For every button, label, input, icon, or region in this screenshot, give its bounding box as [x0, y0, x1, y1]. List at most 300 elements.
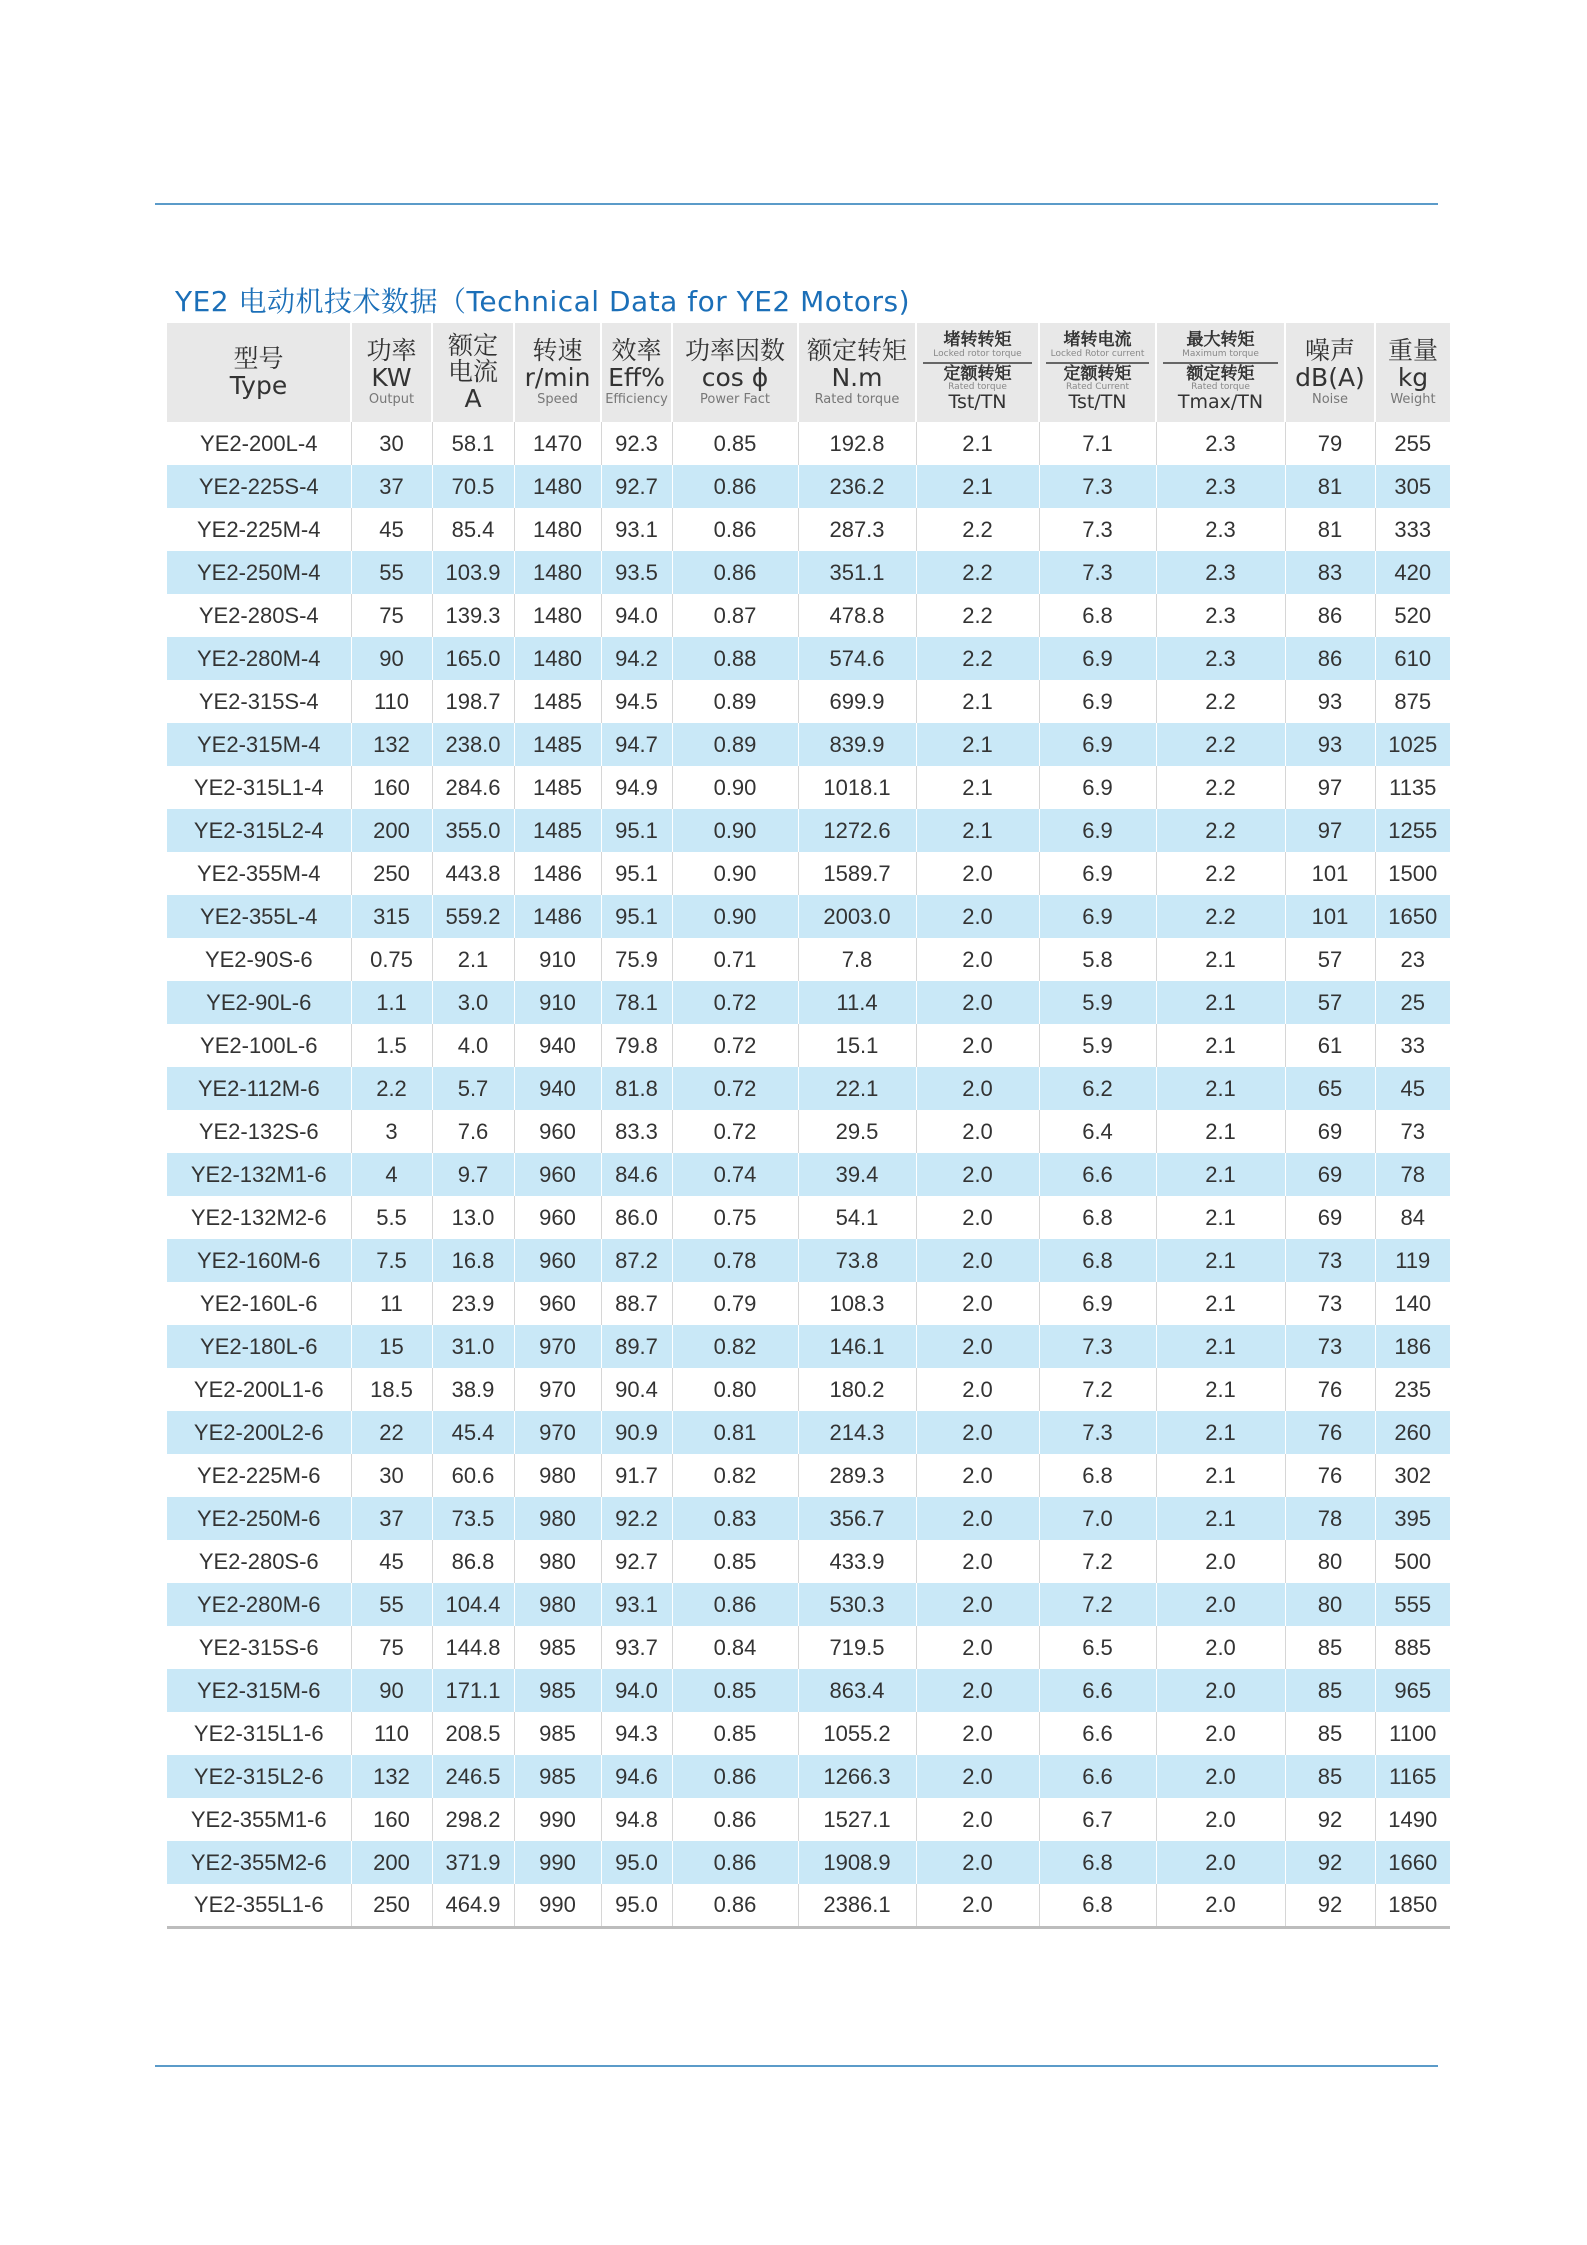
table-row: [167, 895, 1450, 938]
cell-model: YE2-132M2-6: [190, 1204, 327, 1230]
table-cell: 0.86: [672, 551, 798, 594]
table-cell: 65: [1285, 1067, 1375, 1110]
table-cell: 940: [514, 1024, 601, 1067]
table-cell: 13.0: [432, 1196, 514, 1239]
table-cell: 2.0: [916, 1583, 1039, 1626]
table-cell: 970: [514, 1325, 601, 1368]
table-cell: 23.9: [432, 1282, 514, 1325]
table-row: [167, 1669, 1450, 1712]
table-cell: 6.8: [1039, 1841, 1156, 1884]
table-cell: 15.1: [798, 1024, 916, 1067]
table-cell: 1135: [1375, 766, 1450, 809]
table-cell: 2.1: [1156, 1024, 1285, 1067]
cell-model: YE2-355M2-6: [190, 1849, 327, 1875]
table-cell: 0.86: [672, 465, 798, 508]
table-cell: 980: [514, 1454, 601, 1497]
table-cell: 93.7: [601, 1626, 672, 1669]
table-cell: 1.5: [351, 1024, 432, 1067]
table-cell: 2.0: [916, 1282, 1039, 1325]
table-cell: 45: [351, 508, 432, 551]
cell-model: YE2-315M-4: [196, 731, 321, 757]
table-row: [167, 723, 1450, 766]
cell-model: YE2-225M-6: [196, 1462, 321, 1488]
table-cell: 985: [514, 1626, 601, 1669]
table-cell: 0.86: [672, 1583, 798, 1626]
table-cell: 93: [1285, 723, 1375, 766]
table-cell: 250: [351, 1884, 432, 1927]
table-cell: 81: [1285, 465, 1375, 508]
table-cell: 110: [351, 680, 432, 723]
table-row: [167, 1841, 1450, 1884]
table-cell: 2.0: [916, 1497, 1039, 1540]
table-cell: 1470: [514, 422, 601, 465]
table-cell: 351.1: [798, 551, 916, 594]
table-cell: 1660: [1375, 1841, 1450, 1884]
table-cell: 990: [514, 1841, 601, 1884]
table-cell: 875: [1375, 680, 1450, 723]
table-cell: 0.72: [672, 1110, 798, 1153]
table-cell: 6.5: [1039, 1626, 1156, 1669]
cell-model: YE2-355M-4: [196, 860, 321, 886]
table-row: [167, 981, 1450, 1024]
header-type: 型号 Type: [229, 344, 288, 400]
header-speed: 转速 r/min Speed: [514, 323, 601, 422]
table-cell: 69: [1285, 1110, 1375, 1153]
table-row: [167, 465, 1450, 508]
table-cell: 839.9: [798, 723, 916, 766]
table-cell: 1480: [514, 508, 601, 551]
table-cell: 86.8: [432, 1540, 514, 1583]
table-cell: 73: [1285, 1325, 1375, 1368]
table-cell: 2.0: [916, 1239, 1039, 1282]
table-cell: 0.71: [672, 938, 798, 981]
table-cell: 2.0: [1156, 1884, 1285, 1927]
table-cell: 180.2: [798, 1368, 916, 1411]
cell-model: YE2-315L1-6: [193, 1720, 324, 1746]
cell-model: YE2-225S-4: [198, 473, 319, 499]
table-cell: 25: [1375, 981, 1450, 1024]
table-cell: 76: [1285, 1411, 1375, 1454]
table-cell: 6.8: [1039, 1239, 1156, 1282]
table-cell: 1025: [1375, 723, 1450, 766]
table-cell: 0.90: [672, 852, 798, 895]
table-cell: 101: [1285, 895, 1375, 938]
cell-model: YE2-200L-4: [200, 430, 318, 456]
table-cell: 960: [514, 1110, 601, 1153]
table-row: [167, 422, 1450, 465]
table-cell: 980: [514, 1583, 601, 1626]
header-locked-current: 堵转电流 Locked Rotor current 定额转矩 Rated Current Tst/TN: [1039, 323, 1156, 422]
table-cell: 985: [514, 1755, 601, 1798]
table-cell: 2.0: [916, 895, 1039, 938]
table-cell: 0.78: [672, 1239, 798, 1282]
table-cell: 0.86: [672, 508, 798, 551]
header-efficiency: 效率 Eff% Efficiency: [601, 323, 672, 422]
table-cell: 970: [514, 1411, 601, 1454]
table-cell: 2.2: [1156, 766, 1285, 809]
table-cell: 90.4: [601, 1368, 672, 1411]
table-cell: 2.0: [916, 938, 1039, 981]
table-cell: 55: [351, 551, 432, 594]
table-row: [167, 1067, 1450, 1110]
table-cell: 31.0: [432, 1325, 514, 1368]
table-cell: 985: [514, 1669, 601, 1712]
table-cell: 2.1: [1156, 1153, 1285, 1196]
table-cell: 7.6: [432, 1110, 514, 1153]
table-cell: 2.1: [1156, 1282, 1285, 1325]
table-cell: 39.4: [798, 1153, 916, 1196]
table-cell: 2.1: [916, 422, 1039, 465]
table-cell: 1486: [514, 852, 601, 895]
table-row: [167, 1325, 1450, 1368]
table-cell: 1850: [1375, 1884, 1450, 1927]
table-row: [167, 1239, 1450, 1282]
table-cell: 37: [351, 465, 432, 508]
header-torque: 额定转矩 N.m Rated torque: [798, 323, 916, 422]
table-cell: 85: [1285, 1755, 1375, 1798]
table-cell: 0.72: [672, 1067, 798, 1110]
cell-model: YE2-315S-6: [198, 1634, 319, 1660]
table-cell: 0.89: [672, 680, 798, 723]
table-cell: 55: [351, 1583, 432, 1626]
table-cell: 119: [1375, 1239, 1450, 1282]
table-cell: 95.0: [601, 1884, 672, 1927]
table-cell: 6.4: [1039, 1110, 1156, 1153]
table-cell: 7.3: [1039, 465, 1156, 508]
table-cell: 95.1: [601, 895, 672, 938]
table-cell: 0.85: [672, 1540, 798, 1583]
table-cell: 94.2: [601, 637, 672, 680]
table-cell: 1480: [514, 594, 601, 637]
table-cell: 7.0: [1039, 1497, 1156, 1540]
table-cell: 94.0: [601, 1669, 672, 1712]
table-cell: 2.0: [916, 1841, 1039, 1884]
table-cell: 1.1: [351, 981, 432, 1024]
table-cell: 94.8: [601, 1798, 672, 1841]
table-cell: 6.9: [1039, 895, 1156, 938]
header-noise: 噪声 dB(A) Noise: [1285, 323, 1375, 422]
table-cell: 97: [1285, 766, 1375, 809]
table-cell: 1018.1: [798, 766, 916, 809]
table-cell: 0.86: [672, 1798, 798, 1841]
table-cell: 160: [351, 1798, 432, 1841]
table-cell: 69: [1285, 1153, 1375, 1196]
table-cell: 236.2: [798, 465, 916, 508]
table-cell: 2.1: [1156, 1368, 1285, 1411]
table-cell: 7.2: [1039, 1368, 1156, 1411]
table-cell: 6.9: [1039, 637, 1156, 680]
table-cell: 1272.6: [798, 809, 916, 852]
table-cell: 287.3: [798, 508, 916, 551]
header-tmax-tn: 最大转矩 Maximum torque 额定转矩 Rated torque Tmax/TN: [1156, 323, 1285, 422]
table-row: [167, 1884, 1450, 1927]
table-cell: 315: [351, 895, 432, 938]
table-cell: 144.8: [432, 1626, 514, 1669]
table-cell: 4.0: [432, 1024, 514, 1067]
table-cell: 610: [1375, 637, 1450, 680]
table-cell: 960: [514, 1282, 601, 1325]
table-cell: 146.1: [798, 1325, 916, 1368]
table-cell: 1486: [514, 895, 601, 938]
table-cell: 0.75: [672, 1196, 798, 1239]
table-cell: 90.9: [601, 1411, 672, 1454]
table-row: [167, 938, 1450, 981]
header-output: 功率 KW Output: [351, 323, 432, 422]
table-cell: 960: [514, 1239, 601, 1282]
table-cell: 0.83: [672, 1497, 798, 1540]
cell-model: YE2-90S-6: [204, 946, 313, 972]
table-cell: 108.3: [798, 1282, 916, 1325]
table-cell: 0.85: [672, 1712, 798, 1755]
table-cell: 165.0: [432, 637, 514, 680]
table-cell: 0.80: [672, 1368, 798, 1411]
table-cell: 2.1: [1156, 1239, 1285, 1282]
table-cell: 6.9: [1039, 680, 1156, 723]
table-cell: 2.2: [916, 594, 1039, 637]
table-cell: 6.8: [1039, 1884, 1156, 1927]
table-cell: 2.0: [916, 1798, 1039, 1841]
cell-model: YE2-160M-6: [196, 1247, 321, 1273]
table-cell: 2386.1: [798, 1884, 916, 1927]
table-cell: 95.1: [601, 809, 672, 852]
table-cell: 6.9: [1039, 723, 1156, 766]
table-row: [167, 1196, 1450, 1239]
table-cell: 85.4: [432, 508, 514, 551]
table-cell: 2.0: [916, 1540, 1039, 1583]
table-cell: 2.0: [916, 1755, 1039, 1798]
table-cell: 192.8: [798, 422, 916, 465]
table-cell: 86.0: [601, 1196, 672, 1239]
table-cell: 302: [1375, 1454, 1450, 1497]
table-cell: 1480: [514, 551, 601, 594]
table-cell: 73: [1375, 1110, 1450, 1153]
table-cell: 2003.0: [798, 895, 916, 938]
cell-model: YE2-200L2-6: [193, 1419, 324, 1445]
table-cell: 2.1: [916, 465, 1039, 508]
table-cell: 2.0: [1156, 1798, 1285, 1841]
table-cell: 6.6: [1039, 1153, 1156, 1196]
table-cell: 78.1: [601, 981, 672, 1024]
table-cell: 73: [1285, 1239, 1375, 1282]
table-cell: 94.5: [601, 680, 672, 723]
table-cell: 2.1: [1156, 1411, 1285, 1454]
table-cell: 7.3: [1039, 508, 1156, 551]
table-cell: 2.2: [916, 551, 1039, 594]
table-cell: 103.9: [432, 551, 514, 594]
table-cell: 6.6: [1039, 1669, 1156, 1712]
table-cell: 1055.2: [798, 1712, 916, 1755]
table-cell: 6.7: [1039, 1798, 1156, 1841]
table-cell: 57: [1285, 981, 1375, 1024]
table-cell: 2.2: [1156, 723, 1285, 766]
table-cell: 238.0: [432, 723, 514, 766]
table-cell: 7.3: [1039, 1411, 1156, 1454]
cell-model: YE2-355M1-6: [190, 1806, 327, 1832]
bottom-divider: [155, 2065, 1438, 2067]
table-cell: 76: [1285, 1454, 1375, 1497]
table-cell: 89.7: [601, 1325, 672, 1368]
table-cell: 61: [1285, 1024, 1375, 1067]
table-cell: 6.8: [1039, 1454, 1156, 1497]
table-cell: 1908.9: [798, 1841, 916, 1884]
table-cell: 2.3: [1156, 465, 1285, 508]
table-cell: 0.86: [672, 1884, 798, 1927]
table-cell: 6.9: [1039, 1282, 1156, 1325]
table-cell: 45: [1375, 1067, 1450, 1110]
table-cell: 2.3: [1156, 637, 1285, 680]
table-cell: 699.9: [798, 680, 916, 723]
table-cell: 73: [1285, 1282, 1375, 1325]
table-cell: 1480: [514, 465, 601, 508]
table-cell: 298.2: [432, 1798, 514, 1841]
table-cell: 0.72: [672, 1024, 798, 1067]
table-cell: 1485: [514, 680, 601, 723]
page-title: YE2 电动机技术数据（Technical Data for YE2 Motors): [175, 285, 911, 318]
table-cell: 235: [1375, 1368, 1450, 1411]
table-cell: 356.7: [798, 1497, 916, 1540]
table-cell: 94.9: [601, 766, 672, 809]
table-cell: 95.1: [601, 852, 672, 895]
cell-model: YE2-315S-4: [198, 688, 319, 714]
table-cell: 0.84: [672, 1626, 798, 1669]
table-cell: 2.0: [916, 1884, 1039, 1927]
table-cell: 2.0: [916, 1411, 1039, 1454]
table-cell: 84: [1375, 1196, 1450, 1239]
table-cell: 6.6: [1039, 1712, 1156, 1755]
table-cell: 289.3: [798, 1454, 916, 1497]
table-cell: 910: [514, 981, 601, 1024]
table-cell: 7.3: [1039, 551, 1156, 594]
table-cell: 478.8: [798, 594, 916, 637]
table-cell: 2.1: [1156, 981, 1285, 1024]
table-cell: 92: [1285, 1841, 1375, 1884]
table-cell: 559.2: [432, 895, 514, 938]
table-cell: 0.86: [672, 1841, 798, 1884]
table-cell: 7.1: [1039, 422, 1156, 465]
header-tst-tn: 堵转转矩 Locked rotor torque 定额转矩 Rated torque Tst/TN: [916, 323, 1039, 422]
table-cell: 2.0: [1156, 1841, 1285, 1884]
table-cell: 7.2: [1039, 1540, 1156, 1583]
table-cell: 95.0: [601, 1841, 672, 1884]
table-cell: 0.88: [672, 637, 798, 680]
table-cell: 73.5: [432, 1497, 514, 1540]
table-cell: 110: [351, 1712, 432, 1755]
table-cell: 1485: [514, 766, 601, 809]
table-cell: 2.2: [1156, 852, 1285, 895]
table-cell: 75: [351, 594, 432, 637]
table-cell: 1480: [514, 637, 601, 680]
table-cell: 92.2: [601, 1497, 672, 1540]
table-cell: 0.79: [672, 1282, 798, 1325]
table-cell: 960: [514, 1196, 601, 1239]
table-row: [167, 508, 1450, 551]
table-cell: 2.1: [916, 723, 1039, 766]
table-cell: 7.3: [1039, 1325, 1156, 1368]
table-row: [167, 1497, 1450, 1540]
table-cell: 2.1: [1156, 1067, 1285, 1110]
table-cell: 980: [514, 1497, 601, 1540]
table-cell: 85: [1285, 1669, 1375, 1712]
table-cell: 1650: [1375, 895, 1450, 938]
table-cell: 2.0: [1156, 1712, 1285, 1755]
table-cell: 1500: [1375, 852, 1450, 895]
table-cell: 80: [1285, 1540, 1375, 1583]
table-cell: 23: [1375, 938, 1450, 981]
table-cell: 433.9: [798, 1540, 916, 1583]
table-cell: 92: [1285, 1884, 1375, 1927]
table-row: [167, 637, 1450, 680]
table-row: [167, 1540, 1450, 1583]
table-cell: 1255: [1375, 809, 1450, 852]
table-cell: 2.1: [1156, 1454, 1285, 1497]
table-cell: 33: [1375, 1024, 1450, 1067]
table-cell: 92: [1285, 1798, 1375, 1841]
table-cell: 284.6: [432, 766, 514, 809]
table-row: [167, 1110, 1450, 1153]
table-cell: 2.0: [1156, 1583, 1285, 1626]
table-row: [167, 1368, 1450, 1411]
table-row: [167, 809, 1450, 852]
table-cell: 530.3: [798, 1583, 916, 1626]
table-cell: 91.7: [601, 1454, 672, 1497]
table-cell: 2.1: [1156, 1110, 1285, 1153]
cell-model: YE2-280M-6: [196, 1591, 321, 1617]
cell-model: YE2-132M1-6: [190, 1161, 327, 1187]
table-row: [167, 766, 1450, 809]
table-cell: 93.5: [601, 551, 672, 594]
table-cell: 500: [1375, 1540, 1450, 1583]
table-cell: 139.3: [432, 594, 514, 637]
table-row: [167, 1024, 1450, 1067]
table-cell: 0.85: [672, 422, 798, 465]
table-cell: 0.74: [672, 1153, 798, 1196]
table-cell: 6.6: [1039, 1755, 1156, 1798]
table-row: [167, 680, 1450, 723]
table-cell: 2.0: [916, 1153, 1039, 1196]
table-cell: 94.6: [601, 1755, 672, 1798]
table-cell: 250: [351, 852, 432, 895]
table-cell: 22.1: [798, 1067, 916, 1110]
table-cell: 3.0: [432, 981, 514, 1024]
table-cell: 260: [1375, 1411, 1450, 1454]
table-cell: 1485: [514, 723, 601, 766]
table-cell: 555: [1375, 1583, 1450, 1626]
table-cell: 140: [1375, 1282, 1450, 1325]
table-cell: 30: [351, 1454, 432, 1497]
table-row: [167, 1583, 1450, 1626]
table-cell: 38.9: [432, 1368, 514, 1411]
table-cell: 2.0: [916, 1196, 1039, 1239]
table-cell: 2.0: [1156, 1626, 1285, 1669]
cell-model: YE2-280M-4: [196, 645, 321, 671]
cell-model: YE2-180L-6: [200, 1333, 318, 1359]
table-cell: 1485: [514, 809, 601, 852]
table-cell: 92.7: [601, 465, 672, 508]
table-cell: 2.2: [916, 637, 1039, 680]
table-cell: 5.9: [1039, 981, 1156, 1024]
table-cell: 0.90: [672, 766, 798, 809]
table-cell: 60.6: [432, 1454, 514, 1497]
table-cell: 45.4: [432, 1411, 514, 1454]
cell-model: YE2-225M-4: [196, 516, 321, 542]
table-cell: 960: [514, 1153, 601, 1196]
table-cell: 87.2: [601, 1239, 672, 1282]
table-cell: 85: [1285, 1626, 1375, 1669]
table-cell: 6.2: [1039, 1067, 1156, 1110]
cell-model: YE2-250M-4: [196, 559, 321, 585]
table-cell: 78: [1285, 1497, 1375, 1540]
table-cell: 11: [351, 1282, 432, 1325]
